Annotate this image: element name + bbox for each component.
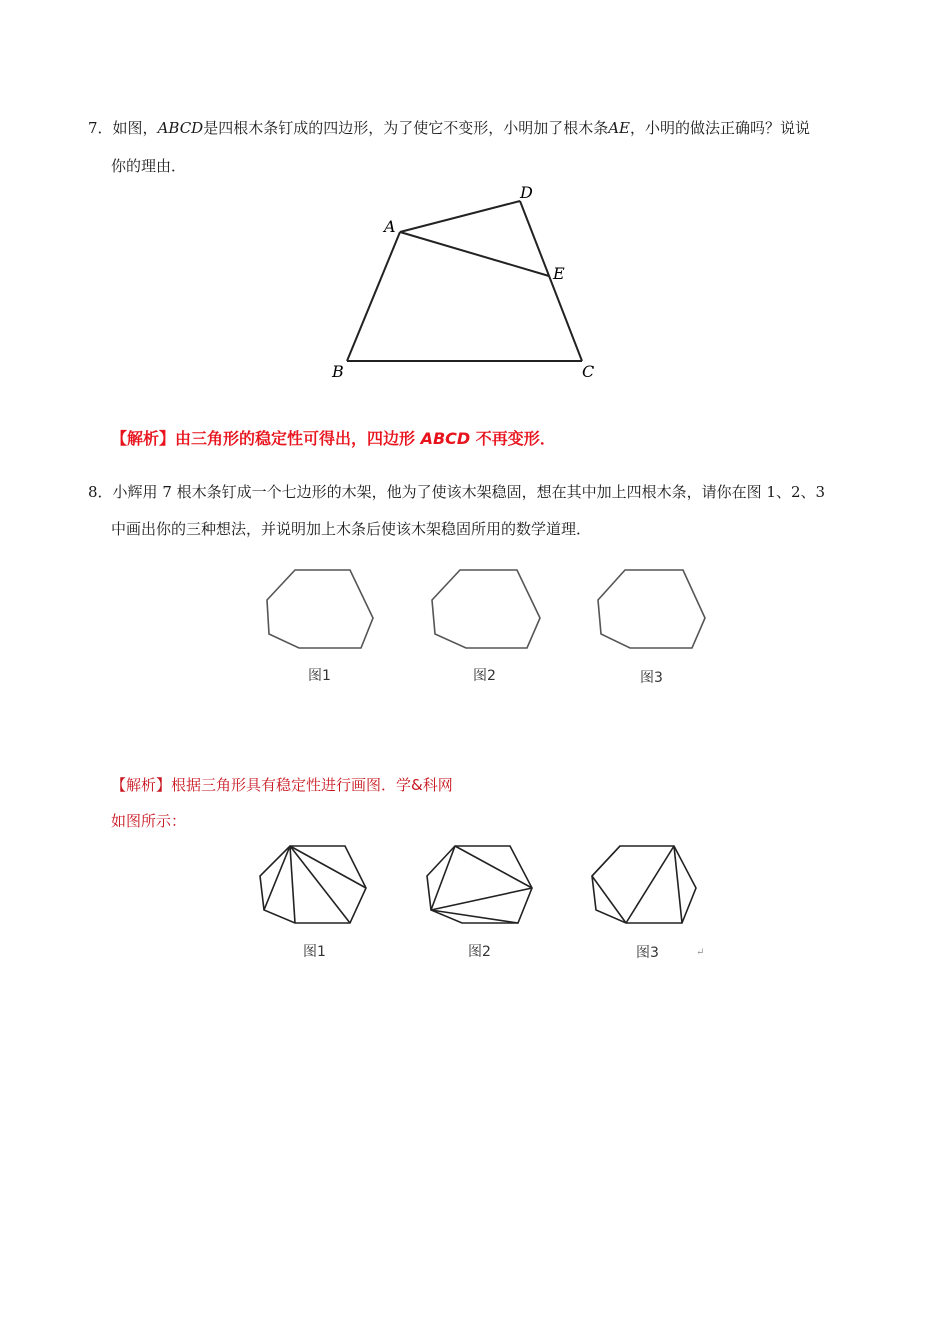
q8-line1 [88,482,825,502]
q7-text-a: 如图， [112,119,158,137]
label-D: D [520,183,533,202]
q8-fig1-label: 图1 [308,668,331,684]
q7-analysis-tag: 【解析】 [111,429,176,448]
q7-analysis [111,426,556,449]
edge-DC [520,201,582,361]
edge-AD [400,201,520,232]
q7-line1 [88,118,810,138]
q8-line2: 中画出你的三种想法，并说明加上木条后使该木架稳固所用的数学道理． [111,520,592,538]
q7-text-e: ，小明的做法正确吗？说说 [630,119,811,137]
return-mark-icon: ↵ [696,947,705,958]
heptagon-1 [267,570,373,648]
heptagon-2 [432,570,540,648]
q8-analysis [111,774,453,795]
q7-line2: 你的理由． [111,157,187,175]
q8-analysis-text: 根据三角形具有稳定性进行画图．学&科网 [171,776,453,794]
q7-analysis-text-a: 由三角形的稳定性可得出，四边形 [175,429,421,448]
q7-text-d: AE [608,119,631,137]
label-A: A [384,217,396,236]
q7-analysis-text-c: 不再变形． [470,429,556,448]
q8-number: 8． [88,483,113,501]
label-E: E [553,264,565,283]
q8-answer-fig3-label: 图3 [636,945,659,961]
heptagon-3 [598,570,705,648]
label-C: C [582,362,595,381]
q7-text-c: 是四根木条钉成的四边形，为了使它不变形，小明加了根木条 [203,119,609,137]
q8-answer-fig1-label: 图1 [303,944,326,960]
q7-number: 7． [88,119,113,137]
q7-analysis-text-b: ABCD [420,429,471,448]
edge-AE [400,232,549,276]
q7-text-b: ABCD [157,119,204,137]
edge-BA [347,232,400,361]
q8-analysis-tag: 【解析】 [111,776,172,794]
q8-as-shown: 如图所示： [111,812,187,830]
label-B: B [332,362,344,381]
q7-quadrilateral-figure [320,180,620,385]
q8-answer-figures [250,836,720,936]
q8-fig3-label: 图3 [640,670,663,686]
q8-fig2-label: 图2 [473,668,496,684]
q8-answer-fig2-label: 图2 [468,944,491,960]
q8-text-line1: 小辉用 7 根木条钉成一个七边形的木架，他为了使该木架稳固，想在其中加上四根木条，请你在图 1、2、3 [112,483,826,501]
answer-heptagon-1 [260,846,366,923]
